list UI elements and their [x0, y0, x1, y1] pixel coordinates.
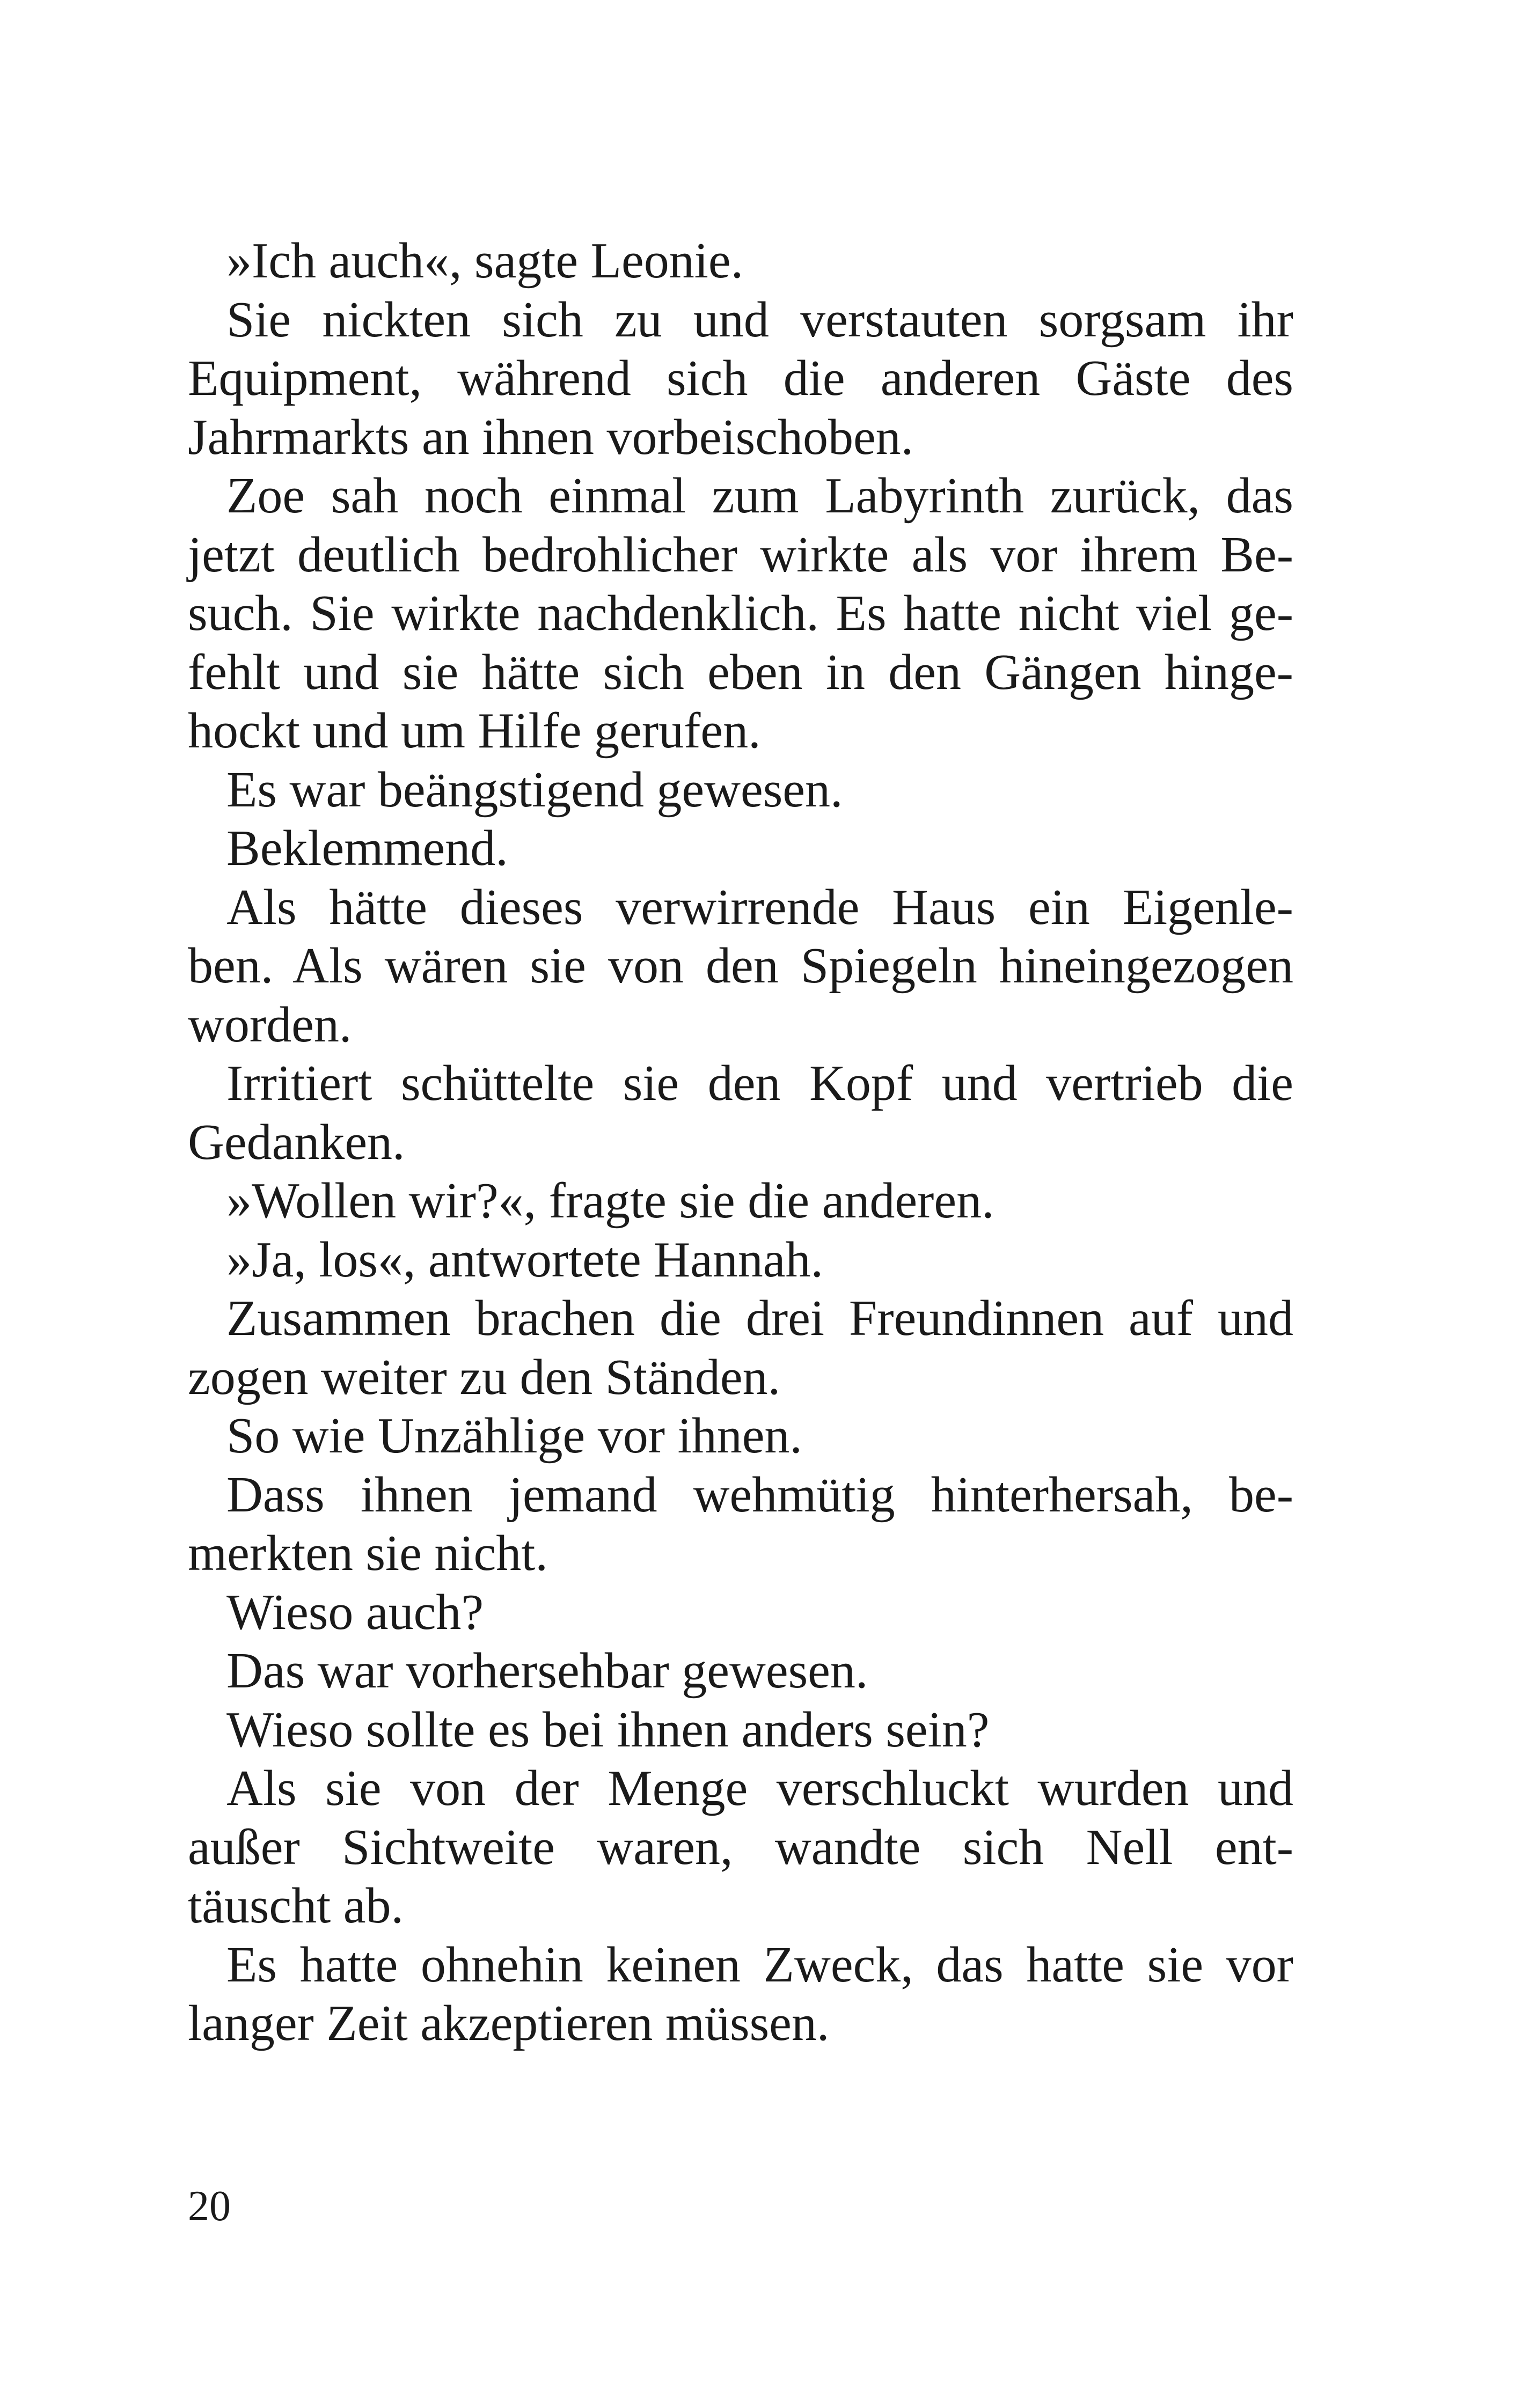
text-line: Equipment, während sich die anderen Gäste des [188, 350, 1293, 406]
text-line: »Ja, los«, antwortete Hannah. [226, 1231, 824, 1288]
text-line: Beklemmend. [226, 820, 508, 876]
text-line: täuscht ab. [188, 1878, 404, 1934]
text-line: Wieso sollte es bei ihnen anders sein? [226, 1701, 990, 1758]
text-line: langer Zeit akzeptieren müssen. [188, 1995, 830, 2051]
text-line: Irritiert schüttelte sie den Kopf und vertrieb die [226, 1055, 1293, 1111]
text-line: merkten sie nicht. [188, 1525, 548, 1581]
text-line: worden. [188, 996, 352, 1053]
text-line: Es hatte ohnehin keinen Zweck, das hatte sie vor [226, 1936, 1293, 1993]
text-line: »Ich auch«, sagte Leonie. [226, 233, 744, 289]
text-line: Wieso auch? [226, 1584, 484, 1640]
text-line: fehlt und sie hätte sich eben in den Gängen hinge- [188, 644, 1293, 700]
text-line: such. Sie wirkte nachdenklich. Es hatte nicht viel ge- [188, 585, 1293, 641]
text-line: zogen weiter zu den Ständen. [188, 1349, 781, 1405]
body-text [188, 232, 1293, 2053]
text-line: Dass ihnen jemand wehmütig hinterhersah, be- [226, 1466, 1293, 1523]
text-line: Das war vorhersehbar gewesen. [226, 1643, 868, 1699]
text-line: Gedanken. [188, 1114, 405, 1170]
text-line: Zoe sah noch einmal zum Labyrinth zurück, das [226, 468, 1293, 524]
text-line: ben. Als wären sie von den Spiegeln hineingezogen [188, 938, 1293, 994]
text-line: So wie Unzählige vor ihnen. [226, 1408, 802, 1464]
text-line: außer Sichtweite waren, wandte sich Nell ent- [188, 1819, 1293, 1875]
text-line: Als hätte dieses verwirrende Haus ein Eigenle- [226, 879, 1293, 935]
text-line: Sie nickten sich zu und verstauten sorgsam ihr [226, 291, 1293, 348]
text-line: »Wollen wir?«, fragte sie die anderen. [226, 1173, 994, 1229]
page-number: 20 [188, 2183, 231, 2230]
text-line: hockt und um Hilfe gerufen. [188, 703, 761, 759]
text-line: Zusammen brachen die drei Freundinnen auf und [226, 1290, 1293, 1346]
text-line: Jahrmarkts an ihnen vorbeischoben. [188, 409, 914, 465]
text-line: jetzt deutlich bedrohlicher wirkte als vor ihrem Be- [188, 526, 1293, 583]
text-line: Es war beängstigend gewesen. [226, 761, 843, 818]
text-line: Als sie von der Menge verschluckt wurden und [226, 1760, 1293, 1816]
